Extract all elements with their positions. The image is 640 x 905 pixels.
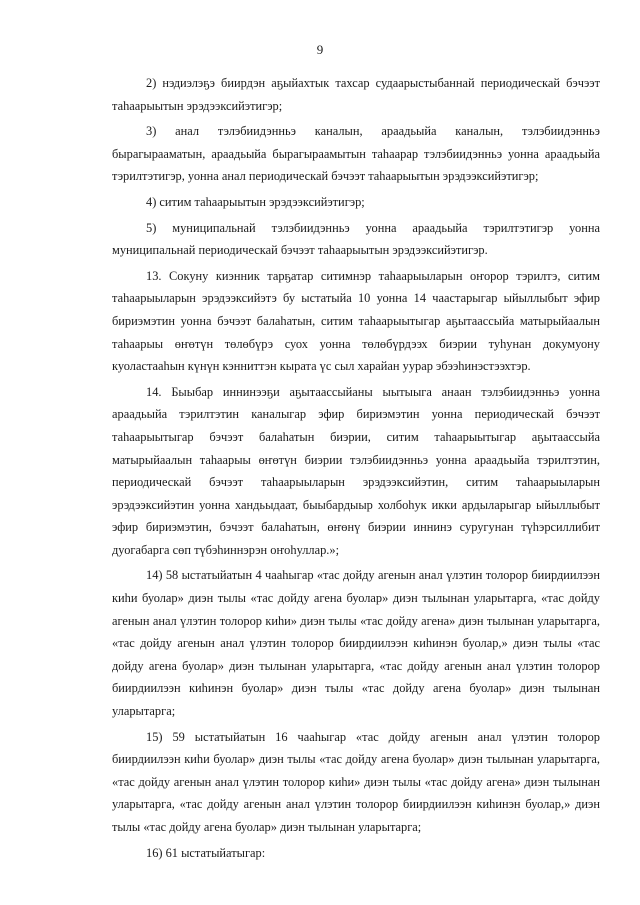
document-body: [112, 72, 600, 867]
paragraph-part-14: 14. Быыбар иннинээҕи аҕытаассыйаны ыытыыга анаан тэлэбиидэнньэ уонна араадьыйа тэрилтэтин каналыгар эфир бириэмэтин уонна периодическай бэчээт таһаарыытыгар бэчээт балаһатын биэрии, ситим таһаарыытыгар аҕытаассыйа матырыйаалын таһаарыы өҥөтүн биэрии тэлэбиидэнньэ уонна араадьыйа тэрилтэтин, периодическай бэчээт таһаарыыларын эрэдээксийэтин, ситим таһаарыыларын эрэдээксийэтин уонна хандьыдаат, быыбардыыр холбоһук икки ардыларыгар ыйыллыбыт эфир бириэмэтин, бэчээт балаһатын, өҥөнү биэрии иннинэ суругунан түһэрсиллибит дуогабарга сөп түбэһиннэрэн оҥоһуллар.»;: [112, 384, 600, 557]
paragraph-item-2: 2) нэдиэлэҕэ биирдэн аҕыйахтык тахсар судаарыстыбаннай периодическай бэчээт таһаарыытын эрэдээксийэтигэр;: [112, 76, 600, 113]
paragraph-item-5: 5) муниципальнай тэлэбиидэнньэ уонна араадьыйа тэрилтэтигэр уонна муниципальнай периодическай бэчээт таһаарыытын эрэдээксийэтигэр.: [112, 220, 600, 258]
paragraph-item-3: 3) анал тэлэбиидэнньэ каналын, араадьыйа каналын, тэлэбиидэнньэ бырагырааматын, араадьыйа бырагыраамытын таһаарар тэлэбиидэнньэ уонна араадьыйа тэрилтэтигэр, уонна анал периодическай бэчээт таһаарыытын эрэдээксийэтигэр;: [112, 124, 600, 184]
paragraph-part-13: 13. Сокуну киэнник тарҕатар ситимнэр таһаарыыларын оҥорор тэрилтэ, ситим таһаарыыларын эрэдээксийэтэ бу ыстатыйа 10 уонна 14 чаастарыгар ыйыллыбыт эфир бириэмэтин уонна бэчээт балаһатын, ситим таһаарыытыгар аҕытаассыйа матырыйаалын таһаарыы өҥөтүн төлөбүрэ суох уонна төлөбүрдээх биэрии туһунан докумуону куоластааһын күнүн кэнниттэн кырата үс сыл харайан уурар эбээһинэстээхтэр.: [112, 268, 600, 374]
paragraph-amendment-14: 14) 58 ыстатыйатын 4 чааһыгар «тас дойду агенын анал үлэтин толорор биирдиилээн киһи буолар» диэн тылы «тас дойду агена буолар» диэн тылынан уларытарга, «тас дойду агенын анал үлэтин толорор киһи» диэн тылы «тас дойду агена» диэн тылынан уларытарга, «тас дойду агенын анал үлэтин толорор биирдиилээн киһинэн буолар,» диэн тылы «тас дойду агена буолар» диэн тылынан уларытарга, «тас дойду агенын анал үлэтин толорор биирдиилээн киһинэн буолар» диэн тылы «тас дойду агена буолар» диэн тылынан уларытарга;: [112, 568, 600, 719]
paragraph-item-4: 4) ситим таһаарыытын эрэдээксийэтигэр;: [146, 194, 365, 209]
page-number: 9: [316, 42, 324, 57]
paragraph-amendment-16: 16) 61 ыстатыйатыгар:: [146, 845, 266, 860]
paragraph-amendment-15: 15) 59 ыстатыйатын 16 чааһыгар «тас дойду агенын анал үлэтин толорор биирдиилээн киһи буолар» диэн тылы «тас дойду агена буолар» диэн тылынан уларытарга, «тас дойду агенын анал үлэтин толорор киһи» диэн тылы «тас дойду агена» диэн тылынан уларытарга, «тас дойду агенын анал үлэтин толорор биирдиилээн киһинэн буолар,» диэн тылы «тас дойду агена буолар» диэн тылынан уларытарга;: [112, 729, 600, 834]
